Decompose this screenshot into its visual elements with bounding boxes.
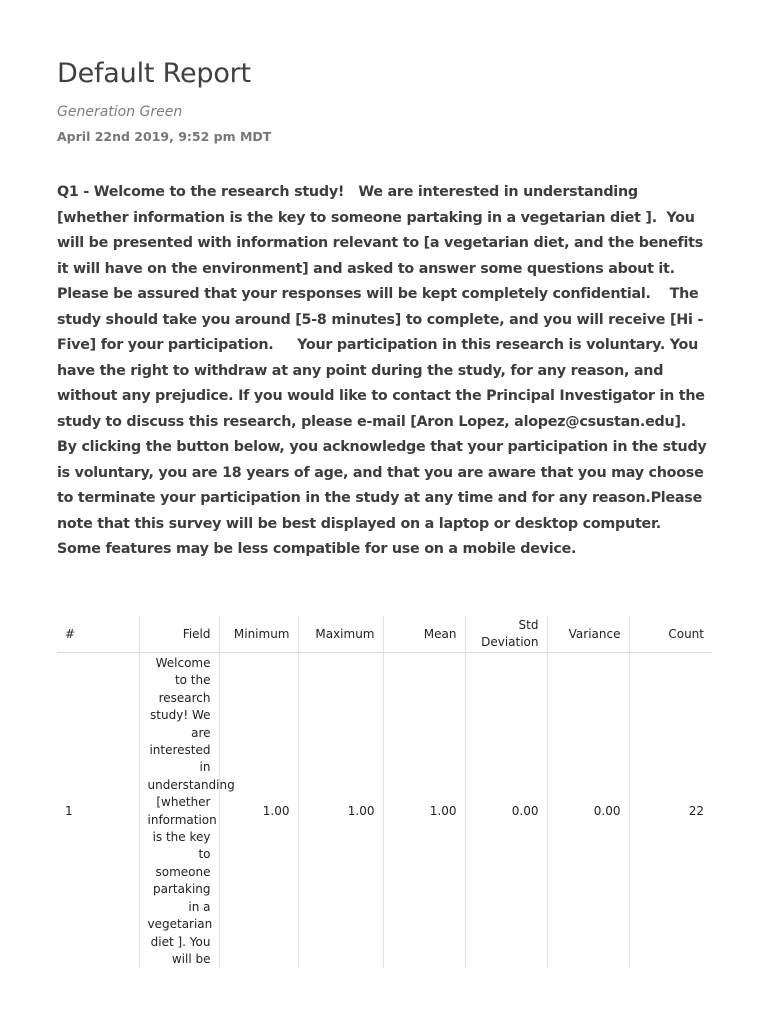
header-mean: Mean bbox=[383, 616, 465, 653]
table-row bbox=[57, 653, 712, 969]
cell-count: 22 bbox=[629, 653, 712, 969]
header-variance: Variance bbox=[547, 616, 629, 653]
header-std-deviation: Std Deviation bbox=[465, 616, 547, 653]
cell-field: Welcome to the research study! We are interested in understanding [whether information is the key to someone partaking in a vegetarian diet ]. You will be bbox=[139, 653, 219, 969]
question-text: Q1 - Welcome to the research study! We are interested in understanding [whether information is the key to someone partaking in a vegetarian diet ]. You will be presented with information relevant to [a vegetarian diet, and the benefits it will have on the environment] and asked to answer some questions about it. Please be assured that your responses will be kept completely confidential. The study should take you around [5-8 minutes] to complete, and you will receive [Hi - Five] for your participation. Your participation in this research is voluntary. You have the right to withdraw at any point during the study, for any reason, and without any prejudice. If you would like to contact the Principal Investigator in the study to discuss this research, please e-mail [Aron Lopez, alopez@csustan.edu]. By clicking the button below, you acknowledge that your participation in the study is voluntary, you are 18 years of age, and that you are aware that you may choose to terminate your participation in the study at any time and for any reason.Please note that this survey will be best displayed on a laptop or desktop computer. Some features may be less compatible for use on a mobile device. bbox=[57, 184, 712, 557]
header-num: # bbox=[57, 616, 139, 653]
cell-variance: 0.00 bbox=[547, 653, 629, 969]
cell-mean: 1.00 bbox=[383, 653, 465, 969]
cell-maximum: 1.00 bbox=[298, 653, 383, 969]
cell-std-deviation: 0.00 bbox=[465, 653, 547, 969]
header-minimum: Minimum bbox=[219, 616, 298, 653]
cell-num: 1 bbox=[65, 803, 73, 818]
header-count: Count bbox=[629, 616, 712, 653]
header-field: Field bbox=[139, 616, 219, 653]
table-header-row bbox=[57, 616, 712, 653]
report-subtitle: Generation Green bbox=[57, 104, 183, 120]
report-title: Default Report bbox=[57, 58, 251, 89]
report-date: April 22nd 2019, 9:52 pm MDT bbox=[57, 129, 272, 144]
statistics-table bbox=[57, 616, 712, 968]
cell-minimum: 1.00 bbox=[219, 653, 298, 969]
header-maximum: Maximum bbox=[298, 616, 383, 653]
